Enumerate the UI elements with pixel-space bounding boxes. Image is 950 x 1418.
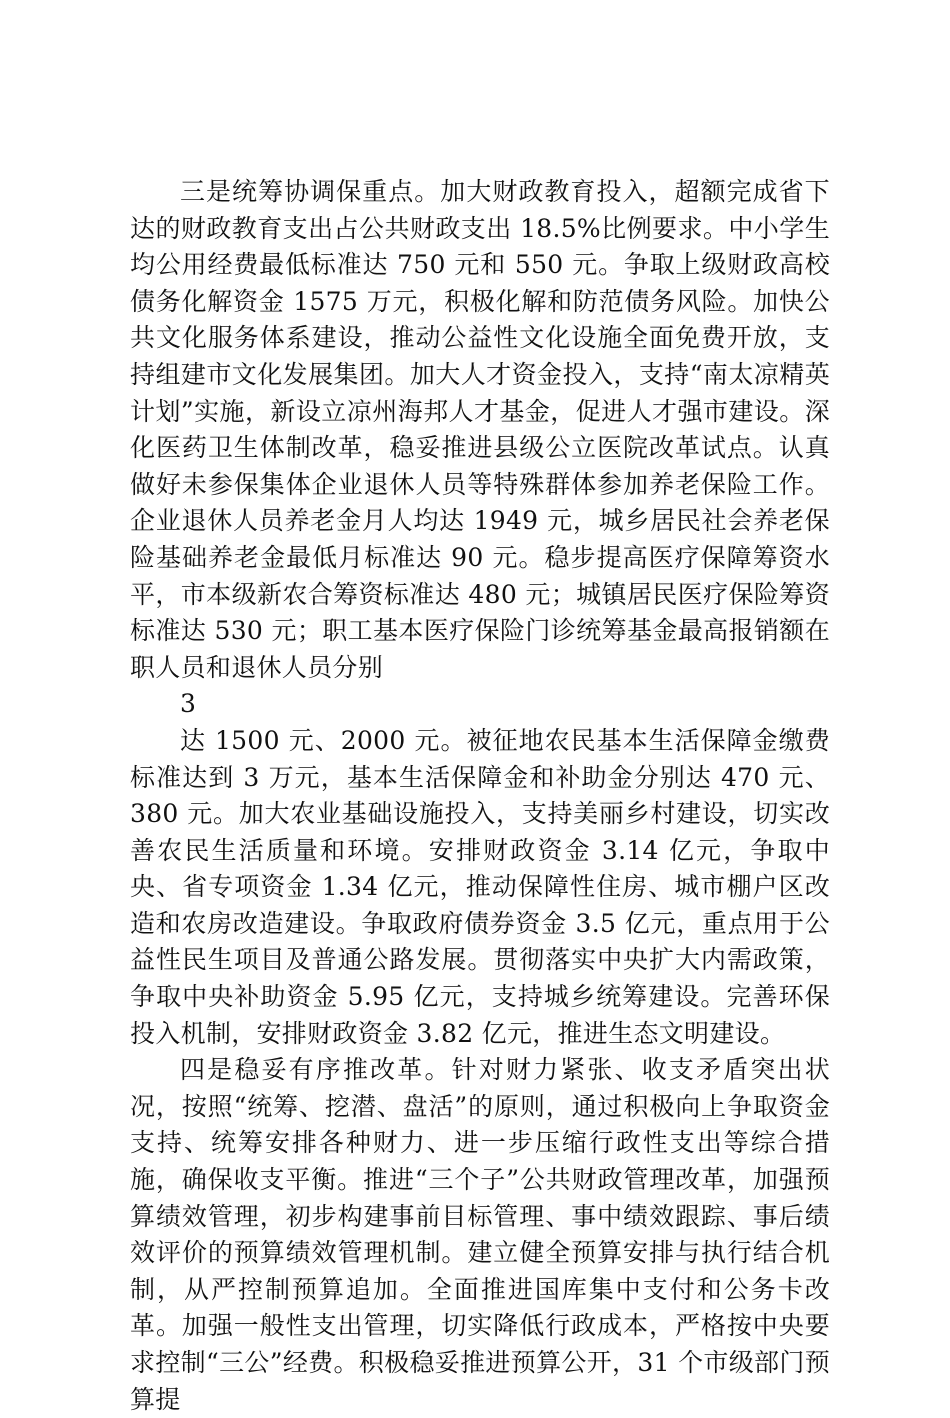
document-body: [130, 174, 830, 1418]
paragraph-reform: 四是稳妥有序推改革。针对财力紧张、收支矛盾突出状况，按照“统筹、挖潜、盘活”的原则，通过积极向上争取资金支持、统筹安排各种财力、进一步压缩行政性支出等综合措施，确保收支平衡。推进“三个子”公共财政管理改革，加强预算绩效管理，初步构建事前目标管理、事中绩效跟踪、事后绩效评价的预算绩效管理机制。建立健全预算安排与执行结合机制，从严控制预算追加。全面推进国库集中支付和公务卡改革。加强一般性支出管理，切实降低行政成本，严格按中央要求控制“三公”经费。积极稳妥推进预算公开，31 个市级部门预算提: [130, 1055, 830, 1414]
page-number: 3: [180, 689, 197, 719]
paragraph-education-culture-social-security: 三是统筹协调保重点。加大财政教育投入，超额完成省下达的财政教育支出占公共财政支出 18.5%比例要求。中小学生均公用经费最低标准达 750 元和 550 元。争取上级财政高校债务化解资金 1575 万元，积极化解和防范债务风险。加快公共文化服务体系建设，推动公益性文化设施全面免费开放，支持组建市文化发展集团。加大人才资金投入，支持“南太凉精英计划”实施，新设立凉州海邦人才基金，促进人才强市建设。深化医药卫生体制改革，稳妥推进县级公立医院改革试点。认真做好未参保集体企业退休人员等特殊群体参加养老保险工作。企业退休人员养老金月人均达 1949 元，城乡居民社会养老保险基础养老金最低月标准达 90 元。稳步提高医疗保障筹资水平，市本级新农合筹资标准达 480 元；城镇居民医疗保险筹资标准达 530 元；职工基本医疗保险门诊统筹基金最高报销额在职人员和退休人员分别: [130, 177, 830, 682]
paragraph-continued-livelihood-investment: 达 1500 元、2000 元。被征地农民基本生活保障金缴费标准达到 3 万元，基本生活保障金和补助金分别达 470 元、380 元。加大农业基础设施投入，支持美丽乡村建设，切实改善农民生活质量和环境。安排财政资金 3.14 亿元，争取中央、省专项资金 1.34 亿元，推动保障性住房、城市棚户区改造和农房改造建设。争取政府债券资金 3.5 亿元，重点用于公益性民生项目及普通公路发展。贯彻落实中央扩大内需政策，争取中央补助资金 5.95 亿元，支持城乡统筹建设。完善环保投入机制，安排财政资金 3.82 亿元，推进生态文明建设。: [130, 725, 830, 1048]
